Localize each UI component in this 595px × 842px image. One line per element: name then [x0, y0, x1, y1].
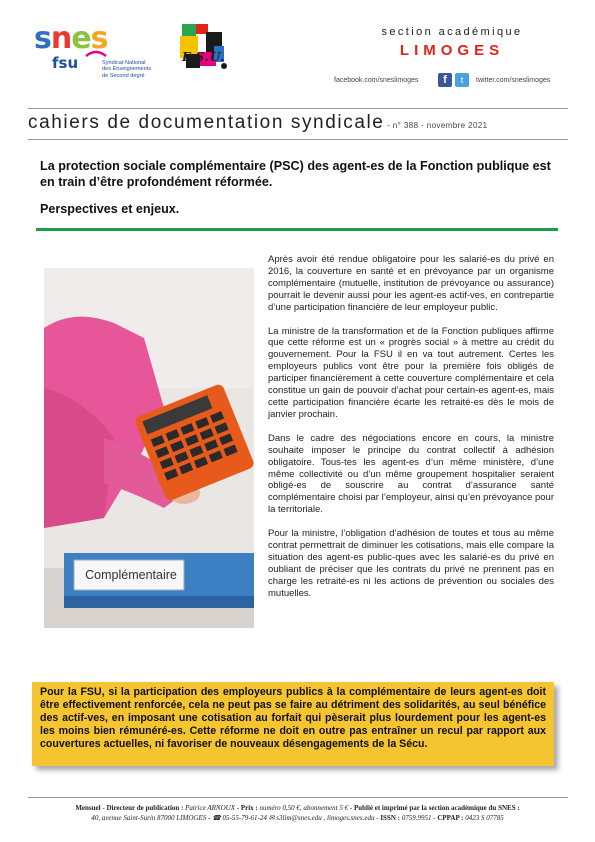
masthead-sep-1: -: [384, 121, 393, 130]
footer-price: numéro 0,50 €, abonnement 5 €: [259, 804, 349, 812]
fsu-initials: F.S.U.: [182, 50, 226, 64]
body-paragraph-2: La ministre de la transformation et de la Fonction publiques affirme que cette réforme est un « progrès social » à mettre au crédit du gouvernement. Pour la FSU il en va tout autrement. Certes les employeurs publics vont être pour la première fois obligés de participer financièrement à cette couverture complémentaire et cela constitue un gain de pouvoir d’achat pour certain-es agent-es, mais cette participation financière écarte les retraité-es dès le mois de janvier prochain.: [268, 325, 554, 420]
footer-director-label: Directeur de publication :: [106, 804, 184, 812]
green-divider: [36, 228, 558, 231]
email-icon: ✉: [268, 814, 275, 822]
snes-caption-line-3: de Second degré: [102, 72, 145, 79]
footer-line-2: [20, 814, 575, 822]
footer-issn: 0759.9951: [401, 814, 432, 822]
perspectives-heading: Perspectives et enjeux.: [40, 202, 180, 216]
callout-text: Pour la FSU, si la participation des employeurs publics à la complémentaire de leurs agent-es doit être effectivement renforcée, cela ne peut pas se faire au détriment des solidarités, au seul bénéfice des actif-ves, en imposant une cotisation au forfait qui pèserait plus lourdement pour les agent-es les moins bien rémunéré-es. Cette réforme ne doit en outre pas entraîner un recul par rapport aux couvertures actuelles, ni favoriser de nouveaux désengagements de la Sécu.: [40, 686, 546, 750]
footer-address: 40, avenue Saint-Surin 87000 LIMOGES: [91, 814, 207, 822]
fsu-position-callout: [32, 682, 554, 766]
footer-phone: 05-55-79-61-24: [222, 814, 267, 822]
facebook-link[interactable]: facebook.com/sneslimoges: [334, 77, 419, 84]
lead-paragraph: La protection sociale complémentaire (PSC) des agent-es de la Fonction publique est en train d’être profondément réformée.: [40, 159, 551, 189]
snes-logo: [34, 21, 154, 82]
masthead-title-text: cahiers de documentation syndicale: [28, 112, 385, 133]
footer-sep-a: -: [102, 804, 107, 812]
snes-letter-s2: s: [90, 21, 108, 56]
masthead-date: novembre 2021: [426, 121, 488, 130]
snes-fsu-word: fsu: [52, 54, 79, 72]
facebook-icon[interactable]: f: [438, 73, 452, 87]
footer-cppap: 0423 S 07785: [465, 814, 504, 822]
article-body: [268, 254, 554, 612]
footer-sep-d: -: [207, 814, 213, 822]
masthead-issue: n° 388: [392, 121, 419, 130]
fsu-u-mark-icon: [176, 22, 232, 74]
twitter-link[interactable]: twitter.com/sneslimoges: [476, 77, 551, 84]
twitter-icon[interactable]: t: [455, 73, 469, 87]
masthead-title: [28, 112, 488, 134]
region-name: LIMOGES: [399, 42, 505, 59]
phone-icon: ☎: [212, 814, 221, 822]
social-links: [330, 72, 570, 92]
footer-sep-c: -: [349, 804, 354, 812]
footer-publisher: Publié et imprimé par la section académique du SNES :: [353, 804, 520, 812]
footer-sep-f: -: [433, 814, 438, 822]
footer-sep-e: -: [376, 814, 381, 822]
footer-mensuel: Mensuel: [75, 804, 101, 812]
footer-cppap-label: CPPAP :: [437, 814, 464, 822]
header-divider-bottom: [28, 139, 568, 140]
body-paragraph-3: Dans le cadre des négociations encore en cours, la ministre souhaite imposer le principe du contrat collectif à adhésion obligatoire. Tous-tes les agent-es d’un même ministère, d’une même collectivité ou d’un même groupement hospitalier seraient obligé-es de souscrire au contrat d’assurance santé complémentaire choisi par l’employeur, ainsi qu’en prévoyance pour la territoriale.: [268, 432, 554, 516]
footer-email[interactable]: s3lim@snes.edu , limoges.snes.edu: [276, 814, 375, 822]
footer-director: Patrice ARNOUX: [185, 804, 235, 812]
footer-sep-b: -: [236, 804, 241, 812]
footer-price-label: Prix :: [240, 804, 258, 812]
footer-line-1: [20, 804, 575, 812]
footer-divider: [28, 797, 568, 798]
header-divider-top: [28, 108, 568, 109]
snes-caption-line-2: des Enseignements: [102, 66, 152, 73]
snes-letter-e: e: [71, 21, 91, 56]
snes-letter-s: s: [34, 21, 51, 56]
body-paragraph-4: Pour la ministre, l’obligation d’adhésion de toutes et tous au même contrat permettrait de diminuer les cotisations, mais elle compare la situation des agent-es public-ques avec les salarié-es du privé en oubliant de préciser que les contrats du privé ne prennent pas en charge les retraité-es ni les actions de prévention ou sociales des mutuelles.: [268, 528, 554, 599]
snes-letter-n: n: [50, 21, 72, 56]
snes-caption: [102, 60, 162, 79]
masthead-sep-2: -: [418, 121, 427, 130]
snes-caption-line-1: Syndicat National: [102, 60, 146, 66]
binder-label: Complémentaire: [85, 568, 177, 582]
article-photo: [44, 268, 254, 628]
footer-issn-label: ISSN :: [380, 814, 400, 822]
section-label: section académique: [381, 26, 523, 38]
body-paragraph-1: Après avoir été rendue obligatoire pour les salarié-es du privé en 2016, la couverture en santé et en prévoyance par un organisme complémentaire (mutuelle, institution de prévoyance ou assurance) pourrait le devenir aussi pour les agent-es actif-ves, en contrepartie d’une participation financière de leur employeur public.: [268, 254, 554, 313]
fsu-logo: [176, 22, 232, 94]
